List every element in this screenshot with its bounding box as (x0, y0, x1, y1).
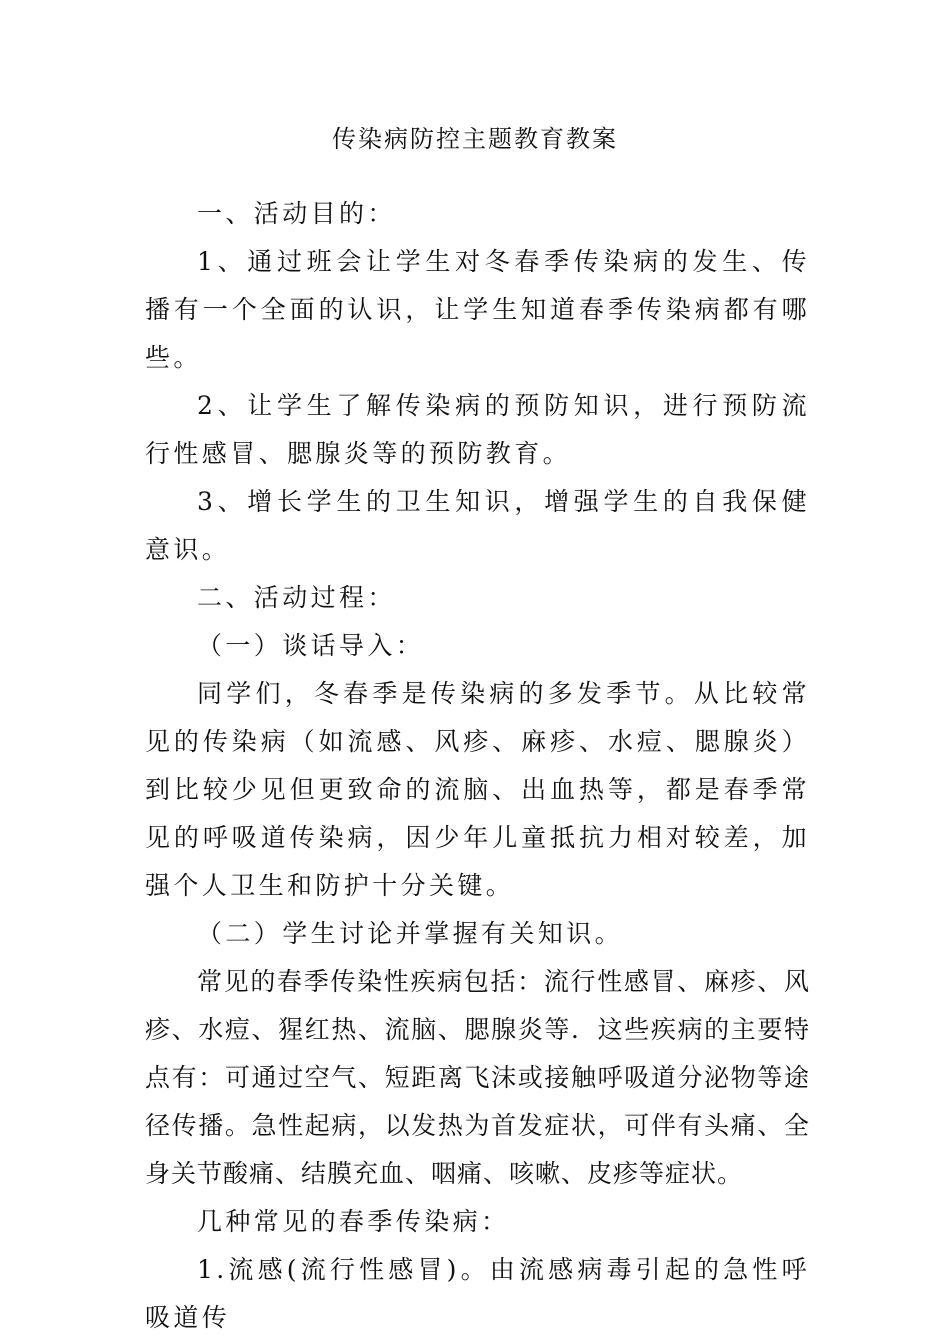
paragraph-goal-2: 2、让学生了解传染病的预防知识，进行预防流行性感冒、腮腺炎等的预防教育。 (145, 391, 810, 468)
document-body (145, 190, 810, 1342)
paragraph-disease-flu: 1.流感(流行性感冒)。由流感病毒引起的急性呼吸道传 (145, 1255, 810, 1332)
paragraph-goal-3: 3、增长学生的卫生知识，增强学生的自我保健意识。 (145, 487, 810, 564)
paragraph-goal-1: 1、通过班会让学生对冬春季传染病的发生、传播有一个全面的认识，让学生知道春季传染病都有哪些。 (145, 247, 810, 372)
paragraph-disease-list-heading: 几种常见的春季传染病： (197, 1207, 510, 1236)
paragraph-subsection-1-heading: （一）谈话导入： (197, 631, 425, 660)
paragraph-subsection-2-heading: （二）学生讨论并掌握有关知识。 (197, 919, 624, 948)
paragraph-common-diseases: 常见的春季传染性疾病包括：流行性感冒、麻疹、风疹、水痘、猩红热、流脑、腮腺炎等．这些疾病的主要特点有：可通过空气、短距离飞沫或接触呼吸道分泌物等途径传播。急性起病，以发热为首发症状，可伴有头痛、全身关节酸痛、结膜充血、咽痛、咳嗽、皮疹等症状。 (145, 967, 810, 1188)
paragraph-section-2-heading: 二、活动过程： (197, 583, 396, 612)
document-title: 传染病防控主题教育教案 (332, 125, 618, 153)
paragraph-section-1-heading: 一、活动目的： (197, 199, 396, 228)
paragraph-introduction: 同学们，冬春季是传染病的多发季节。从比较常见的传染病（如流感、风疹、麻疹、水痘、腮腺炎）到比较少见但更致命的流脑、出血热等，都是春季常见的呼吸道传染病，因少年儿童抵抗力相对较差，加强个人卫生和防护十分关键。 (145, 679, 810, 900)
